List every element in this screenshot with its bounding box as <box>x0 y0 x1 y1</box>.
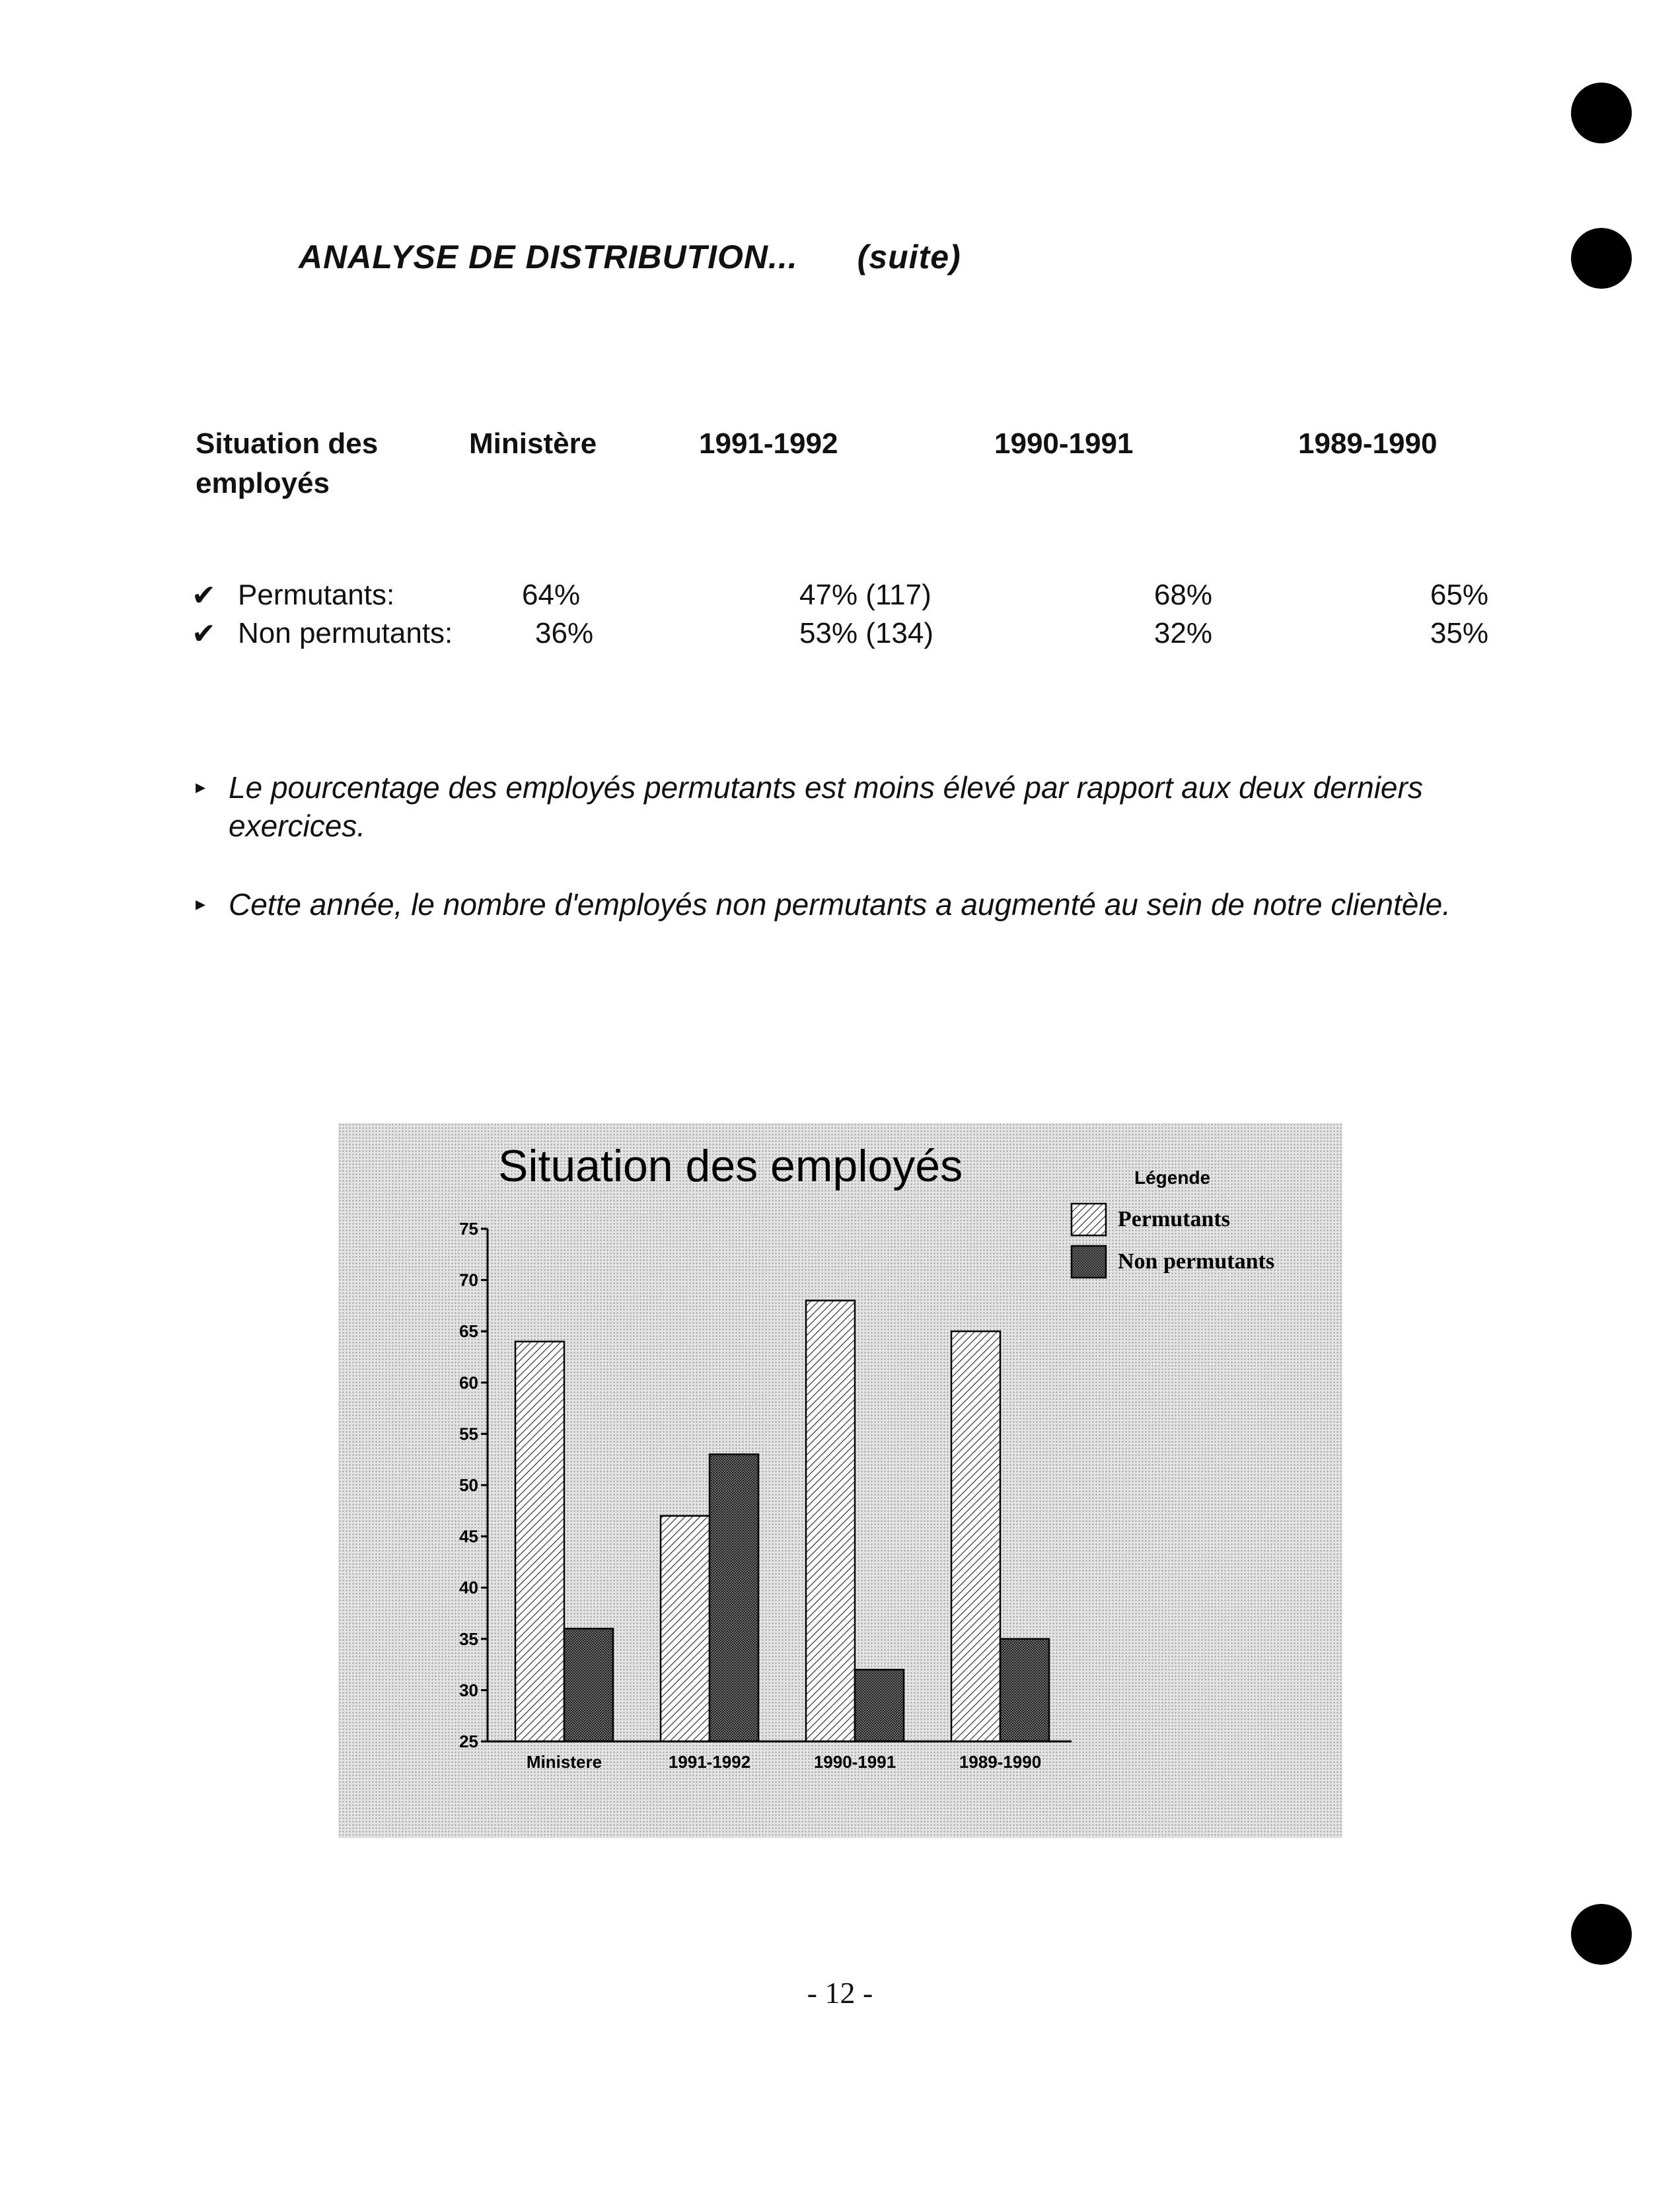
bar-non-permutants <box>564 1628 613 1741</box>
page-number: - 12 - <box>807 1976 873 2010</box>
bullet-text: Cette année, le nombre d'employés non permutants a augmenté au sein de notre clientèle. <box>229 887 1451 922</box>
y-tick-label: 75 <box>459 1219 478 1239</box>
bullet-item <box>196 768 1517 845</box>
y-tick-label: 45 <box>459 1526 478 1547</box>
triangle-bullet-icon: ▸ <box>196 776 206 798</box>
bullet-text: Le pourcentage des employés permutants est moins élevé par rapport aux deux derniers exercices. <box>229 770 1423 843</box>
punch-hole <box>1571 1904 1632 1965</box>
legend-swatch <box>1072 1246 1106 1278</box>
bar-permutants <box>661 1516 710 1741</box>
y-tick-label: 40 <box>459 1578 478 1598</box>
chart-bars <box>515 1301 1049 1741</box>
y-tick-label: 70 <box>459 1270 478 1290</box>
x-axis <box>488 1741 1072 1772</box>
check-mark-icon: ✔ <box>192 579 216 612</box>
triangle-bullet-icon: ▸ <box>196 893 206 915</box>
table-row-non-permutants <box>0 617 1680 658</box>
legend-title: Légende <box>1134 1167 1211 1188</box>
check-mark-icon: ✔ <box>192 618 216 650</box>
legend-label: Non permutants <box>1118 1249 1275 1274</box>
x-tick-label: Ministere <box>526 1752 603 1772</box>
bar-permutants <box>806 1301 855 1741</box>
y-tick-label: 30 <box>459 1680 478 1700</box>
table-row-permutants <box>0 579 1680 620</box>
punch-hole <box>1571 83 1632 143</box>
punch-hole <box>1571 228 1632 289</box>
y-tick-label: 25 <box>459 1732 478 1751</box>
y-tick-label: 60 <box>459 1372 478 1393</box>
row-label: Permutants: <box>238 579 395 611</box>
x-tick-label: 1989-1990 <box>959 1752 1042 1772</box>
y-tick-label: 55 <box>459 1424 478 1444</box>
y-tick-label: 65 <box>459 1321 478 1342</box>
header-ministere: Ministère <box>469 427 597 460</box>
bar-non-permutants <box>855 1669 904 1741</box>
title-suite: (suite) <box>857 238 961 275</box>
header-1989-1990: 1989-1990 <box>1298 427 1438 460</box>
bar-chart <box>338 1123 1342 1838</box>
chart-canvas <box>338 1123 1342 1838</box>
bullet-item <box>196 885 1517 924</box>
x-tick-label: 1991-1992 <box>668 1752 751 1772</box>
cell-1991-1992: 53% (134) <box>799 617 934 649</box>
chart-legend <box>1072 1204 1274 1278</box>
header-1991-1992: 1991-1992 <box>699 427 838 460</box>
legend-swatch <box>1072 1204 1106 1235</box>
cell-1990-1991: 32% <box>1153 617 1212 649</box>
cell-1989-1990: 35% <box>1430 617 1488 649</box>
cell-1991-1992: 47% (117) <box>799 579 931 611</box>
cell-ministere: 36% <box>535 617 594 649</box>
bar-permutants <box>951 1331 1000 1741</box>
bar-permutants <box>515 1342 564 1741</box>
bar-non-permutants <box>1000 1639 1049 1741</box>
page-title <box>299 238 961 276</box>
header-situation-label: Situation des employés <box>196 427 379 499</box>
legend-label: Permutants <box>1118 1207 1230 1231</box>
row-label: Non permutants: <box>238 617 453 649</box>
y-tick-label: 50 <box>459 1475 478 1495</box>
bar-non-permutants <box>710 1454 758 1741</box>
cell-ministere: 64% <box>522 579 581 611</box>
chart-title: Situation des employés <box>498 1141 963 1191</box>
y-tick-label: 35 <box>459 1628 478 1649</box>
title-main: ANALYSE DE DISTRIBUTION... <box>299 238 798 275</box>
header-situation <box>196 424 433 503</box>
header-1990-1991: 1990-1991 <box>994 427 1134 460</box>
cell-1989-1990: 65% <box>1430 579 1488 611</box>
y-axis <box>459 1219 488 1751</box>
cell-1990-1991: 68% <box>1153 579 1212 611</box>
x-tick-label: 1990-1991 <box>813 1752 896 1772</box>
